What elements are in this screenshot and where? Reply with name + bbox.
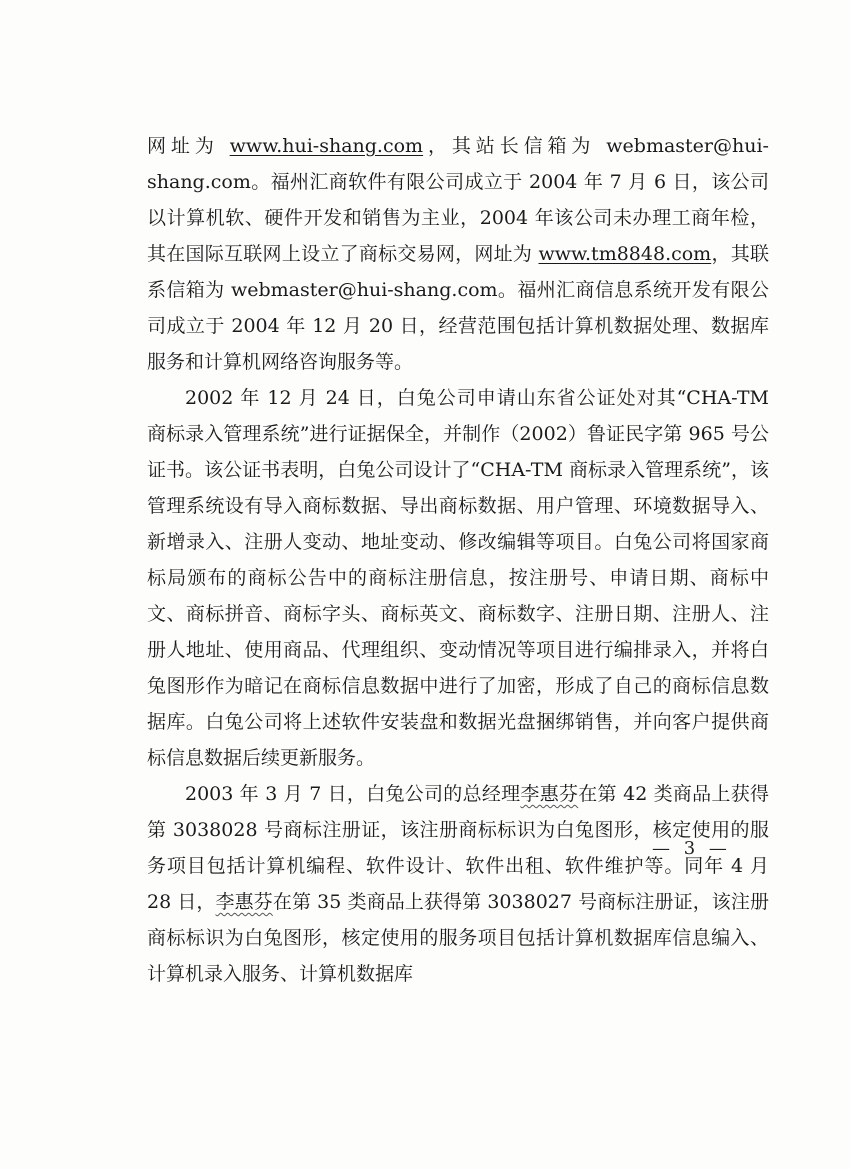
paragraph-text: ，其联系信箱为 webmaster@hui-shang.com。福州汇商信息系统开发有限公司成立于 2004 年 12 月 20 日，经营范围包括计算机数据处理、数据库服务和计算机网络咨询服务等。 <box>147 243 769 373</box>
person-name-li-huifen: 李惠芬 <box>520 783 579 805</box>
paragraph-notarization: 2002 年 12 月 24 日，白兔公司申请山东省公证处对其“CHA-TM 商标录入管理系统”进行证据保全，并制作（2002）鲁证民字第 965 号公证书。该公证书表明，白兔公司设计了“CHA-TM 商标录入管理系统”，该管理系统设有导入商标数据、导出商标数据、用户管理、环境数据导入、新增录入、注册人变动、地址变动、修改编辑等项目。白兔公司将国家商标局颁布的商标公告中的商标注册信息，按注册号、申请日期、商标中文、商标拼音、商标字头、商标英文、商标数字、注册日期、注册人、注册人地址、使用商品、代理组织、变动情况等项目进行编排录入，并将白兔图形作为暗记在商标信息数据中进行了加密，形成了自己的商标信息数据库。白兔公司将上述软件安装盘和数据光盘捆绑销售，并向客户提供商标信息数据后续更新服务。 <box>147 387 769 769</box>
paragraph-text: 在第 42 类商品上获得第 3038028 号商标注册证，该注册商标标识为白兔图形，核定使用的服务项目包括计算机编程、软件设计、软件出租、软件维护等。同年 4 月 28 日， <box>147 783 769 913</box>
paragraph-trademark-registration <box>147 776 769 992</box>
paragraph-company-info <box>147 128 769 380</box>
paragraph-text: ，其站长信箱为 webmaster@hui-shang.com。福州汇商软件有限公司成立于 2004 年 7 月 6 日，该公司以计算机软、硬件开发和销售为主业，2004 年该公司未办理工商年检，其在国际互联网上设立了商标交易网，网址为 <box>147 135 769 265</box>
paragraph-text: 2003 年 3 月 7 日，白兔公司的总经理 <box>185 783 521 805</box>
body-text <box>147 128 769 992</box>
person-name-li-huifen: 李惠芬 <box>215 891 273 913</box>
website-url-hui-shang: www.hui-shang.com <box>229 135 424 157</box>
paragraph-text: 在第 35 类商品上获得第 3038027 号商标注册证，该注册商标标识为白兔图形，核定使用的服务项目包括计算机数据库信息编入、计算机录入服务、计算机数据库 <box>147 891 769 985</box>
page-number: — 3 — <box>652 838 731 859</box>
paragraph-text: 网址为 <box>147 135 230 157</box>
website-url-tm8848: www.tm8848.com <box>538 243 712 265</box>
